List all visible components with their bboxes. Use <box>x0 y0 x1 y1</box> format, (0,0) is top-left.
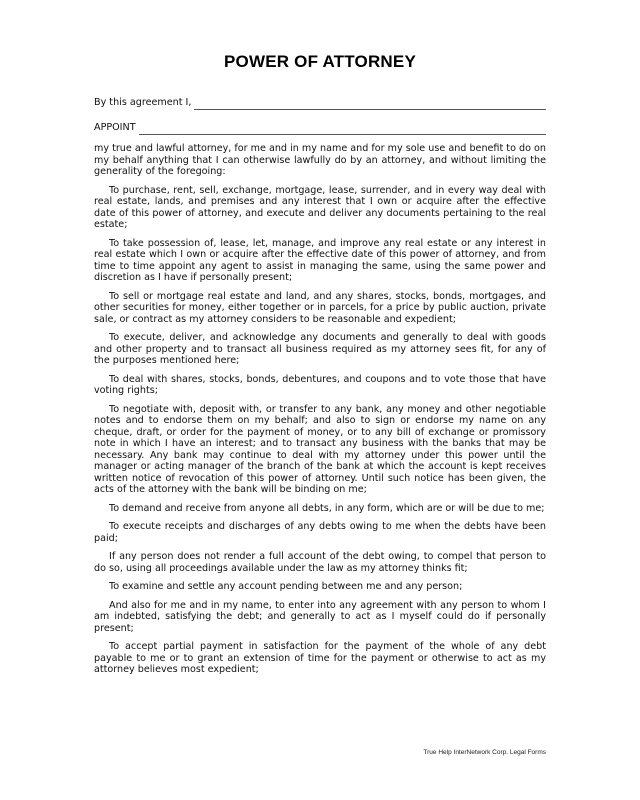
clause-paragraph: To execute receipts and discharges of any debts owing to me when the debts have been paid; <box>94 521 546 544</box>
intro-paragraph: my true and lawful attorney, for me and in my name and for my sole use and benefit to do on my behalf anything that I can otherwise lawfully do by an attorney, and without limiting the generality of the foregoing: <box>94 143 546 177</box>
agreement-label: By this agreement I, <box>94 97 192 108</box>
appoint-line <box>94 121 546 135</box>
appoint-label: APPOINT <box>94 122 136 133</box>
clause-paragraph: To deal with shares, stocks, bonds, debentures, and coupons and to vote those that have voting rights; <box>94 373 546 396</box>
clause-paragraph: To examine and settle any account pending between me and any person; <box>109 581 463 592</box>
clause-paragraph: To accept partial payment in satisfaction for the payment of the whole of any debt payable to me or to grant an extension of time for the payment or otherwise to act as my attorney believes most expedient; <box>94 641 546 675</box>
grantor-name-blank <box>194 98 546 110</box>
clause-paragraph: To purchase, rent, sell, exchange, mortgage, lease, surrender, and in every way deal with real estate, lands, and premises and any interest that I own or acquire after the effective date of this power of attorney, and execute and deliver any documents pertaining to the real estate; <box>94 184 546 230</box>
page-title: POWER OF ATTORNEY <box>224 52 416 71</box>
attorney-name-blank <box>139 123 546 135</box>
clause-paragraph: To negotiate with, deposit with, or transfer to any bank, any money and other negotiable notes and to endorse them on my behalf; and also to sign or endorse my name on any cheque, draft, or order for the payment of money, or to any bill of exchange or promissory note in which I have an interest; and to transact any business with the banks that may be necessary. Any bank may continue to deal with my attorney under this power until the manager or acting manager of the branch of the bank at which the account is kept receives written notice of revocation of this power of attorney. Until such notice has been given, the acts of the attorney with the bank will be binding on me; <box>94 403 546 495</box>
clause-paragraph: And also for me and in my name, to enter into any agreement with any person to whom I am indebted, satisfying the debt; and generally to act as I myself could do if personally present; <box>94 599 546 634</box>
clause-paragraph: To demand and receive from anyone all debts, in any form, which are or will be due to me; <box>109 502 545 514</box>
clause-paragraph: To sell or mortgage real estate and land, and any shares, stocks, bonds, mortgages, and other securities for money, either together or in parcels, for a price by public auction, private sale, or contract as my attorney considers to be reasonable and expedient; <box>94 290 546 325</box>
document-body <box>94 143 546 683</box>
clause-paragraph: If any person does not render a full account of the debt owing, to compel that person to do so, using all proceedings available under the law as my attorney thinks fit; <box>94 551 546 574</box>
clause-paragraph: To execute, deliver, and acknowledge any documents and generally to deal with goods and other property and to transact all business required as my attorney sees fit, for any of the purposes mentioned here; <box>94 332 546 366</box>
agreement-line <box>94 96 546 110</box>
clause-paragraph: To take possession of, lease, let, manage, and improve any real estate or any interest in real estate which I own or acquire after the effective date of this power of attorney, and from time to time appoint any agent to assist in managing the same, using the same power and discretion as I have if personally present; <box>94 237 546 283</box>
footer-credit: True Help InterNetwork Corp. Legal Forms <box>423 749 546 756</box>
